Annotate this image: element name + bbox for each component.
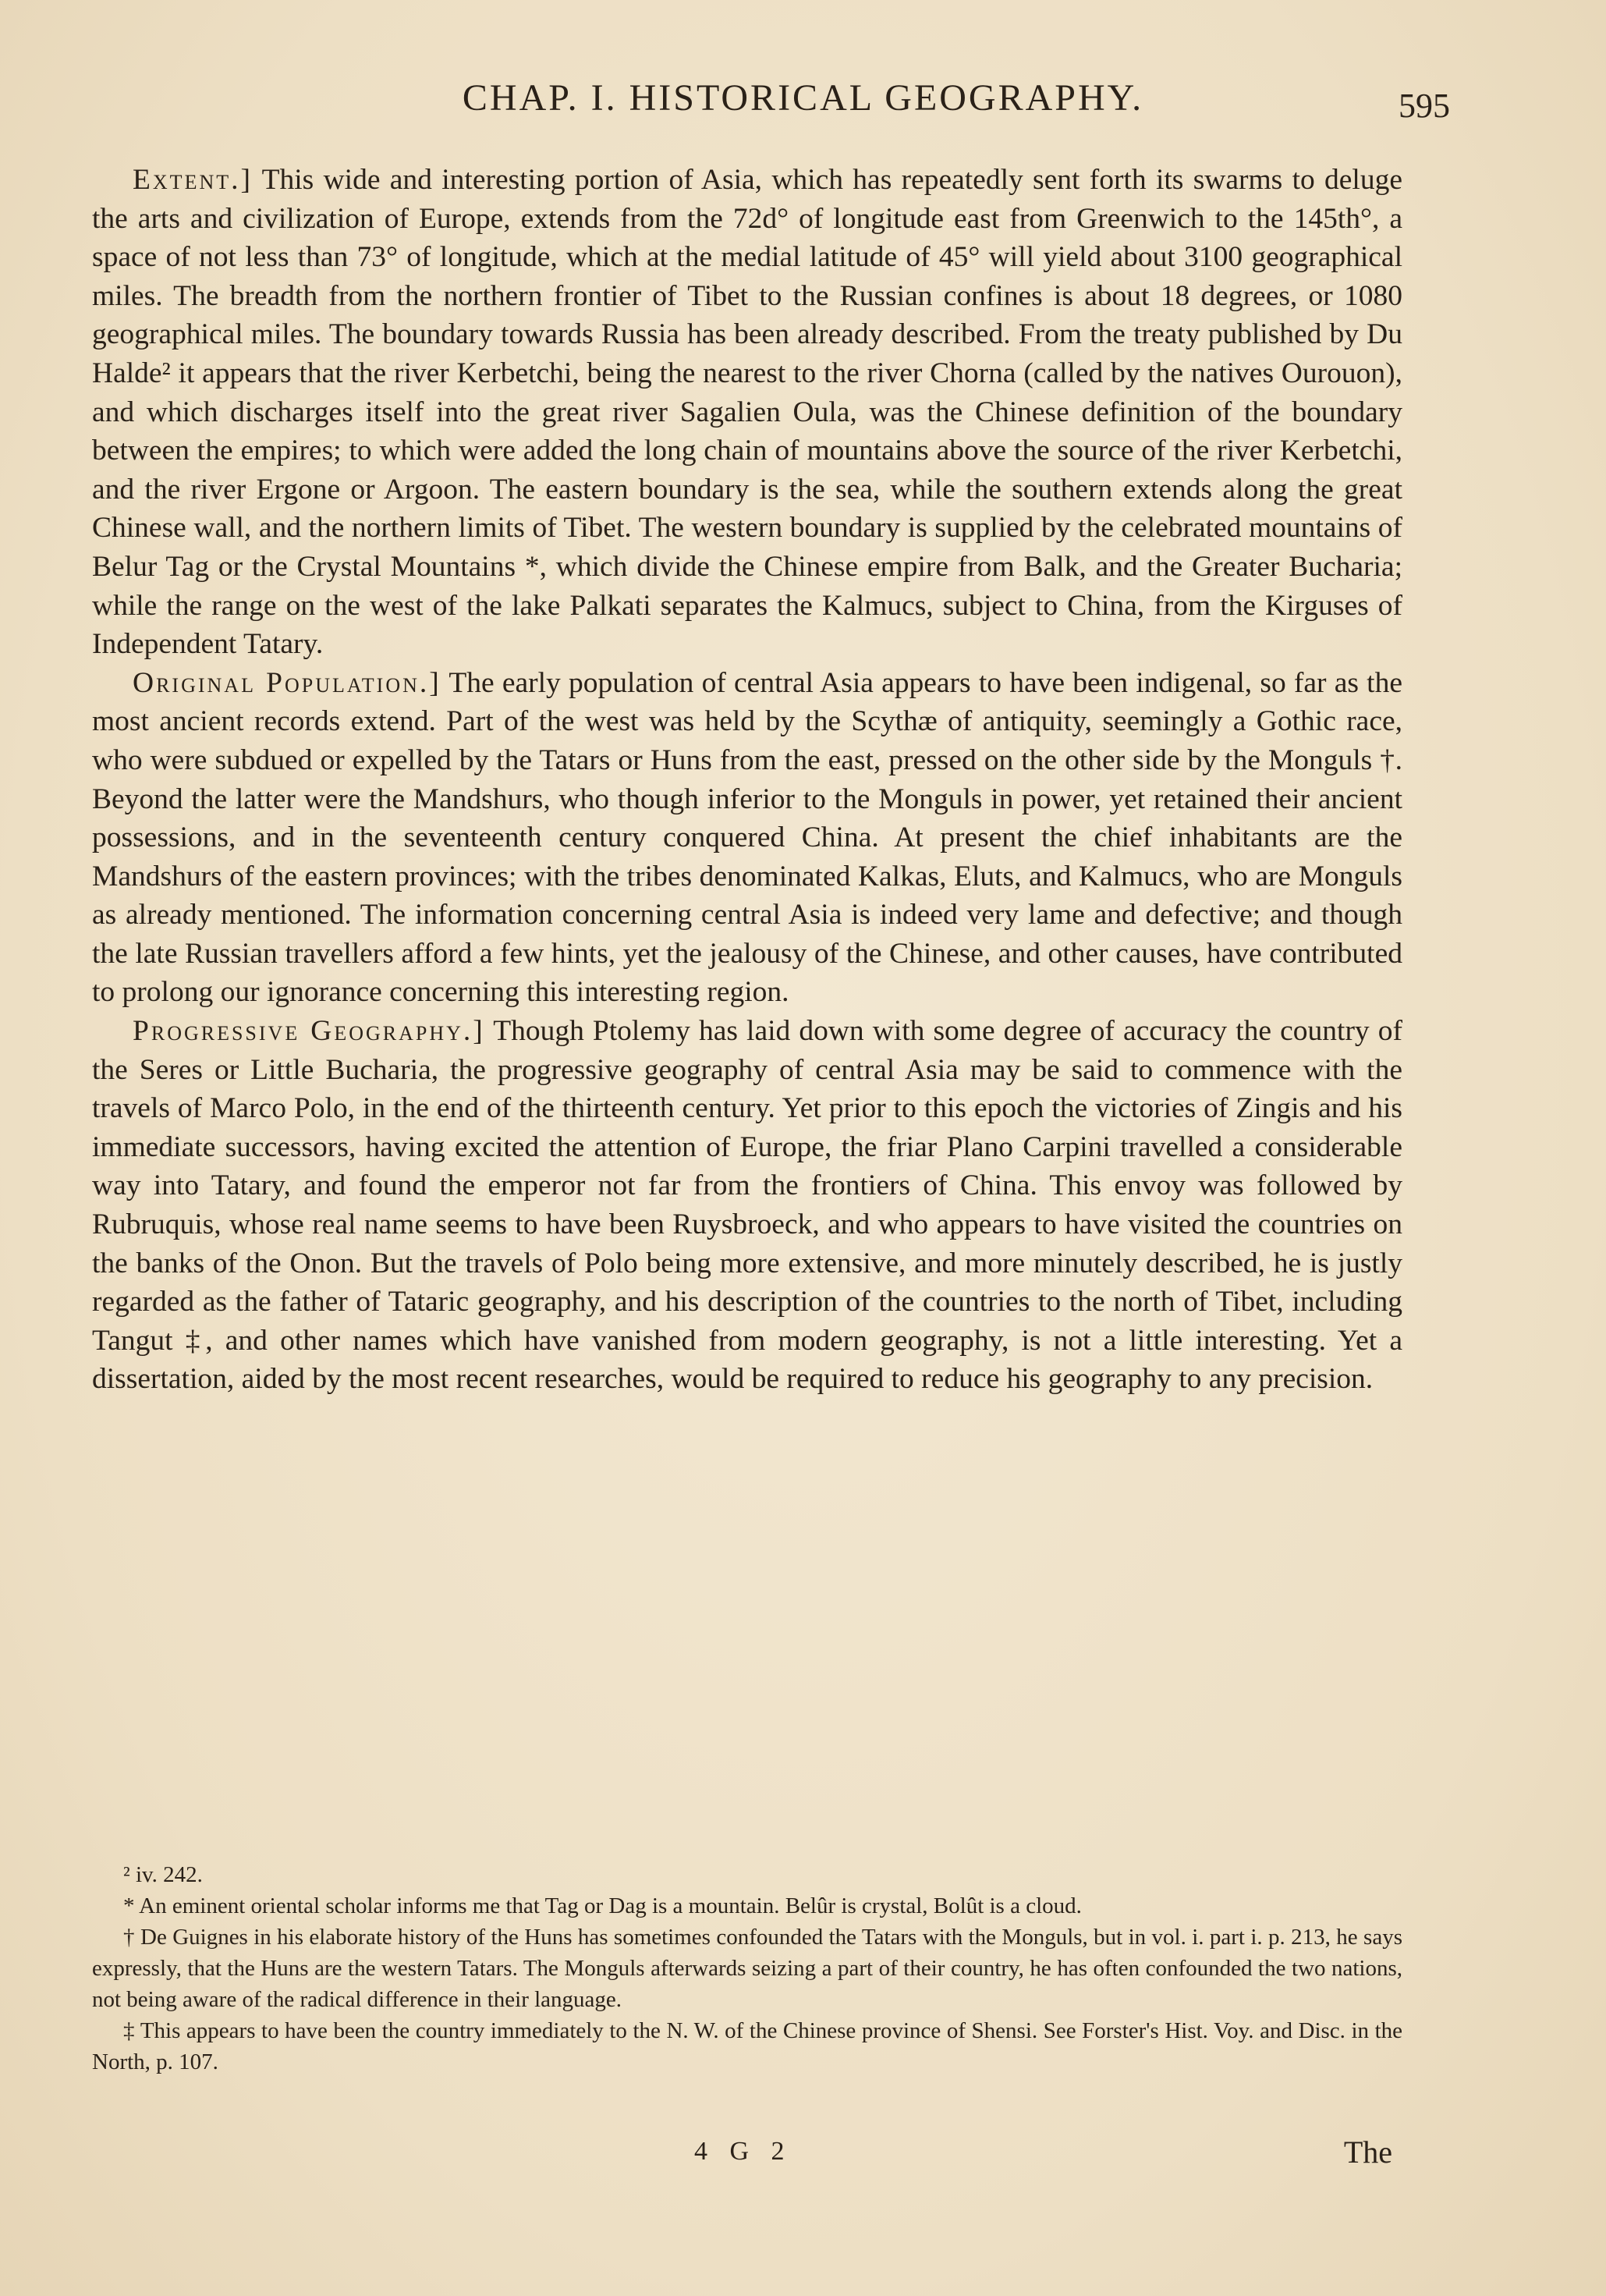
catchword: The [1343,2135,1392,2170]
footnotes [92,1859,1402,2078]
running-head: CHAP. I. HISTORICAL GEOGRAPHY. [462,77,1144,119]
footnote: * An eminent oriental scholar informs me that Tag or Dag is a mountain. Belûr is crystal, Bolût is a cloud. [123,1893,1082,1918]
section-heading: Original Population.] [133,666,441,699]
page-footer [0,2134,1606,2181]
main-text [92,161,1402,1399]
section-text: Though Ptolemy has laid down with some degree of accuracy the country of the Seres or Little Bucharia, the progressive geography of central Asia may be said to commence with the travels of Marco Polo, in the end of the thirteenth century. Yet prior to this epoch the victories of Zingis and his immediate successors, having excited the attention of Europe, the friar Plano Carpini travelled a considerable way into Tatary, and found the emperor not far from the frontiers of China. This envoy was followed by Rubruquis, whose real name seems to have been Ruysbroeck, and who appears to have visited the countries on the banks of the Onon. But the travels of Polo being more extensive, and more minutely described, he is justly regarded as the father of Tataric geography, and his description of the countries to the north of Tibet, including Tangut ‡, and other names which have vanished from modern geography, is not a little interesting. Yet a dissertation, aided by the most recent researches, would be required to reduce his geography to any precision. [92,1015,1402,1396]
section-extent [92,161,1402,664]
section-text: The early population of central Asia appears to have been indigenal, so far as the most ancient records extend. Part of the west was held by the Scythæ of antiquity, seemingly a Gothic race, who were subdued or expelled by the Tatars or Huns from the east, pressed on the other side by the Monguls †. Beyond the latter were the Mandshurs, who though inferior to the Monguls in power, yet retained their ancient possessions, and in the seventeenth century conquered China. At present the chief inhabitants are the Mandshurs of the eastern provinces; with the tribes denominated Kalkas, Eluts, and Kalmucs, who are Monguls as already mentioned. The information concerning central Asia is indeed very lame and defective; and though the late Russian travellers afford a few hints, yet the jealousy of the Chinese, and other causes, have contributed to prolong our ignorance concerning this interesting region. [92,666,1402,1009]
footnote: ² iv. 242. [123,1862,203,1887]
page-number: 595 [1399,87,1450,125]
section-heading: Extent.] [133,164,253,196]
section-heading: Progressive Geography.] [133,1015,485,1048]
section-text: This wide and interesting portion of Asia, which has repeatedly sent forth its swarms to deluge the arts and civilization of Europe, extends from the 72d° of longitude east from Greenwich to the 145th°, a space of not less than 73° of longitude, which at the medial latitude of 45° will yield about 3100 geographical miles. The breadth from the northern frontier of Tibet to the Russian confines is about 18 degrees, or 1080 geographical miles. The boundary towards Russia has been already described. From the treaty published by Du Halde² it appears that the river Kerbetchi, being the nearest to the river Chorna (called by the natives Ourouon), and which discharges itself into the great river Sagalien Oula, was the Chinese definition of the boundary between the empires; to which were added the long chain of mountains above the source of the river Kerbetchi, and the river Ergone or Argoon. The eastern boundary is the sea, while the southern extends along the great Chinese wall, and the northern limits of Tibet. The western boundary is supplied by the celebrated mountains of Belur Tag or the Crystal Mountains *, which divide the Chinese empire from Balk, and the Greater Bucharia; while the range on the west of the lake Palkati separates the Kalmucs, subject to China, from the Kirguses of Independent Tatary. [92,164,1402,661]
section-original-population [92,664,1402,1012]
signature-mark: 4 G 2 [694,2137,792,2166]
section-progressive-geography [92,1012,1402,1399]
footnote: † De Guignes in his elaborate history of the Huns has sometimes confounded the Tatars with the Monguls, but in vol. i. part i. p. 213, he says expressly, that the Huns are the western Tatars. The Monguls afterwards seizing a part of their country, he has often confounded the two nations, not being aware of the radical difference in their language. [92,1925,1402,2012]
page-header [0,72,1606,126]
footnote: ‡ This appears to have been the country immediately to the N. W. of the Chinese province of Shensi. See Forster's Hist. Voy. and Disc. in the North, p. 107. [92,2018,1402,2074]
